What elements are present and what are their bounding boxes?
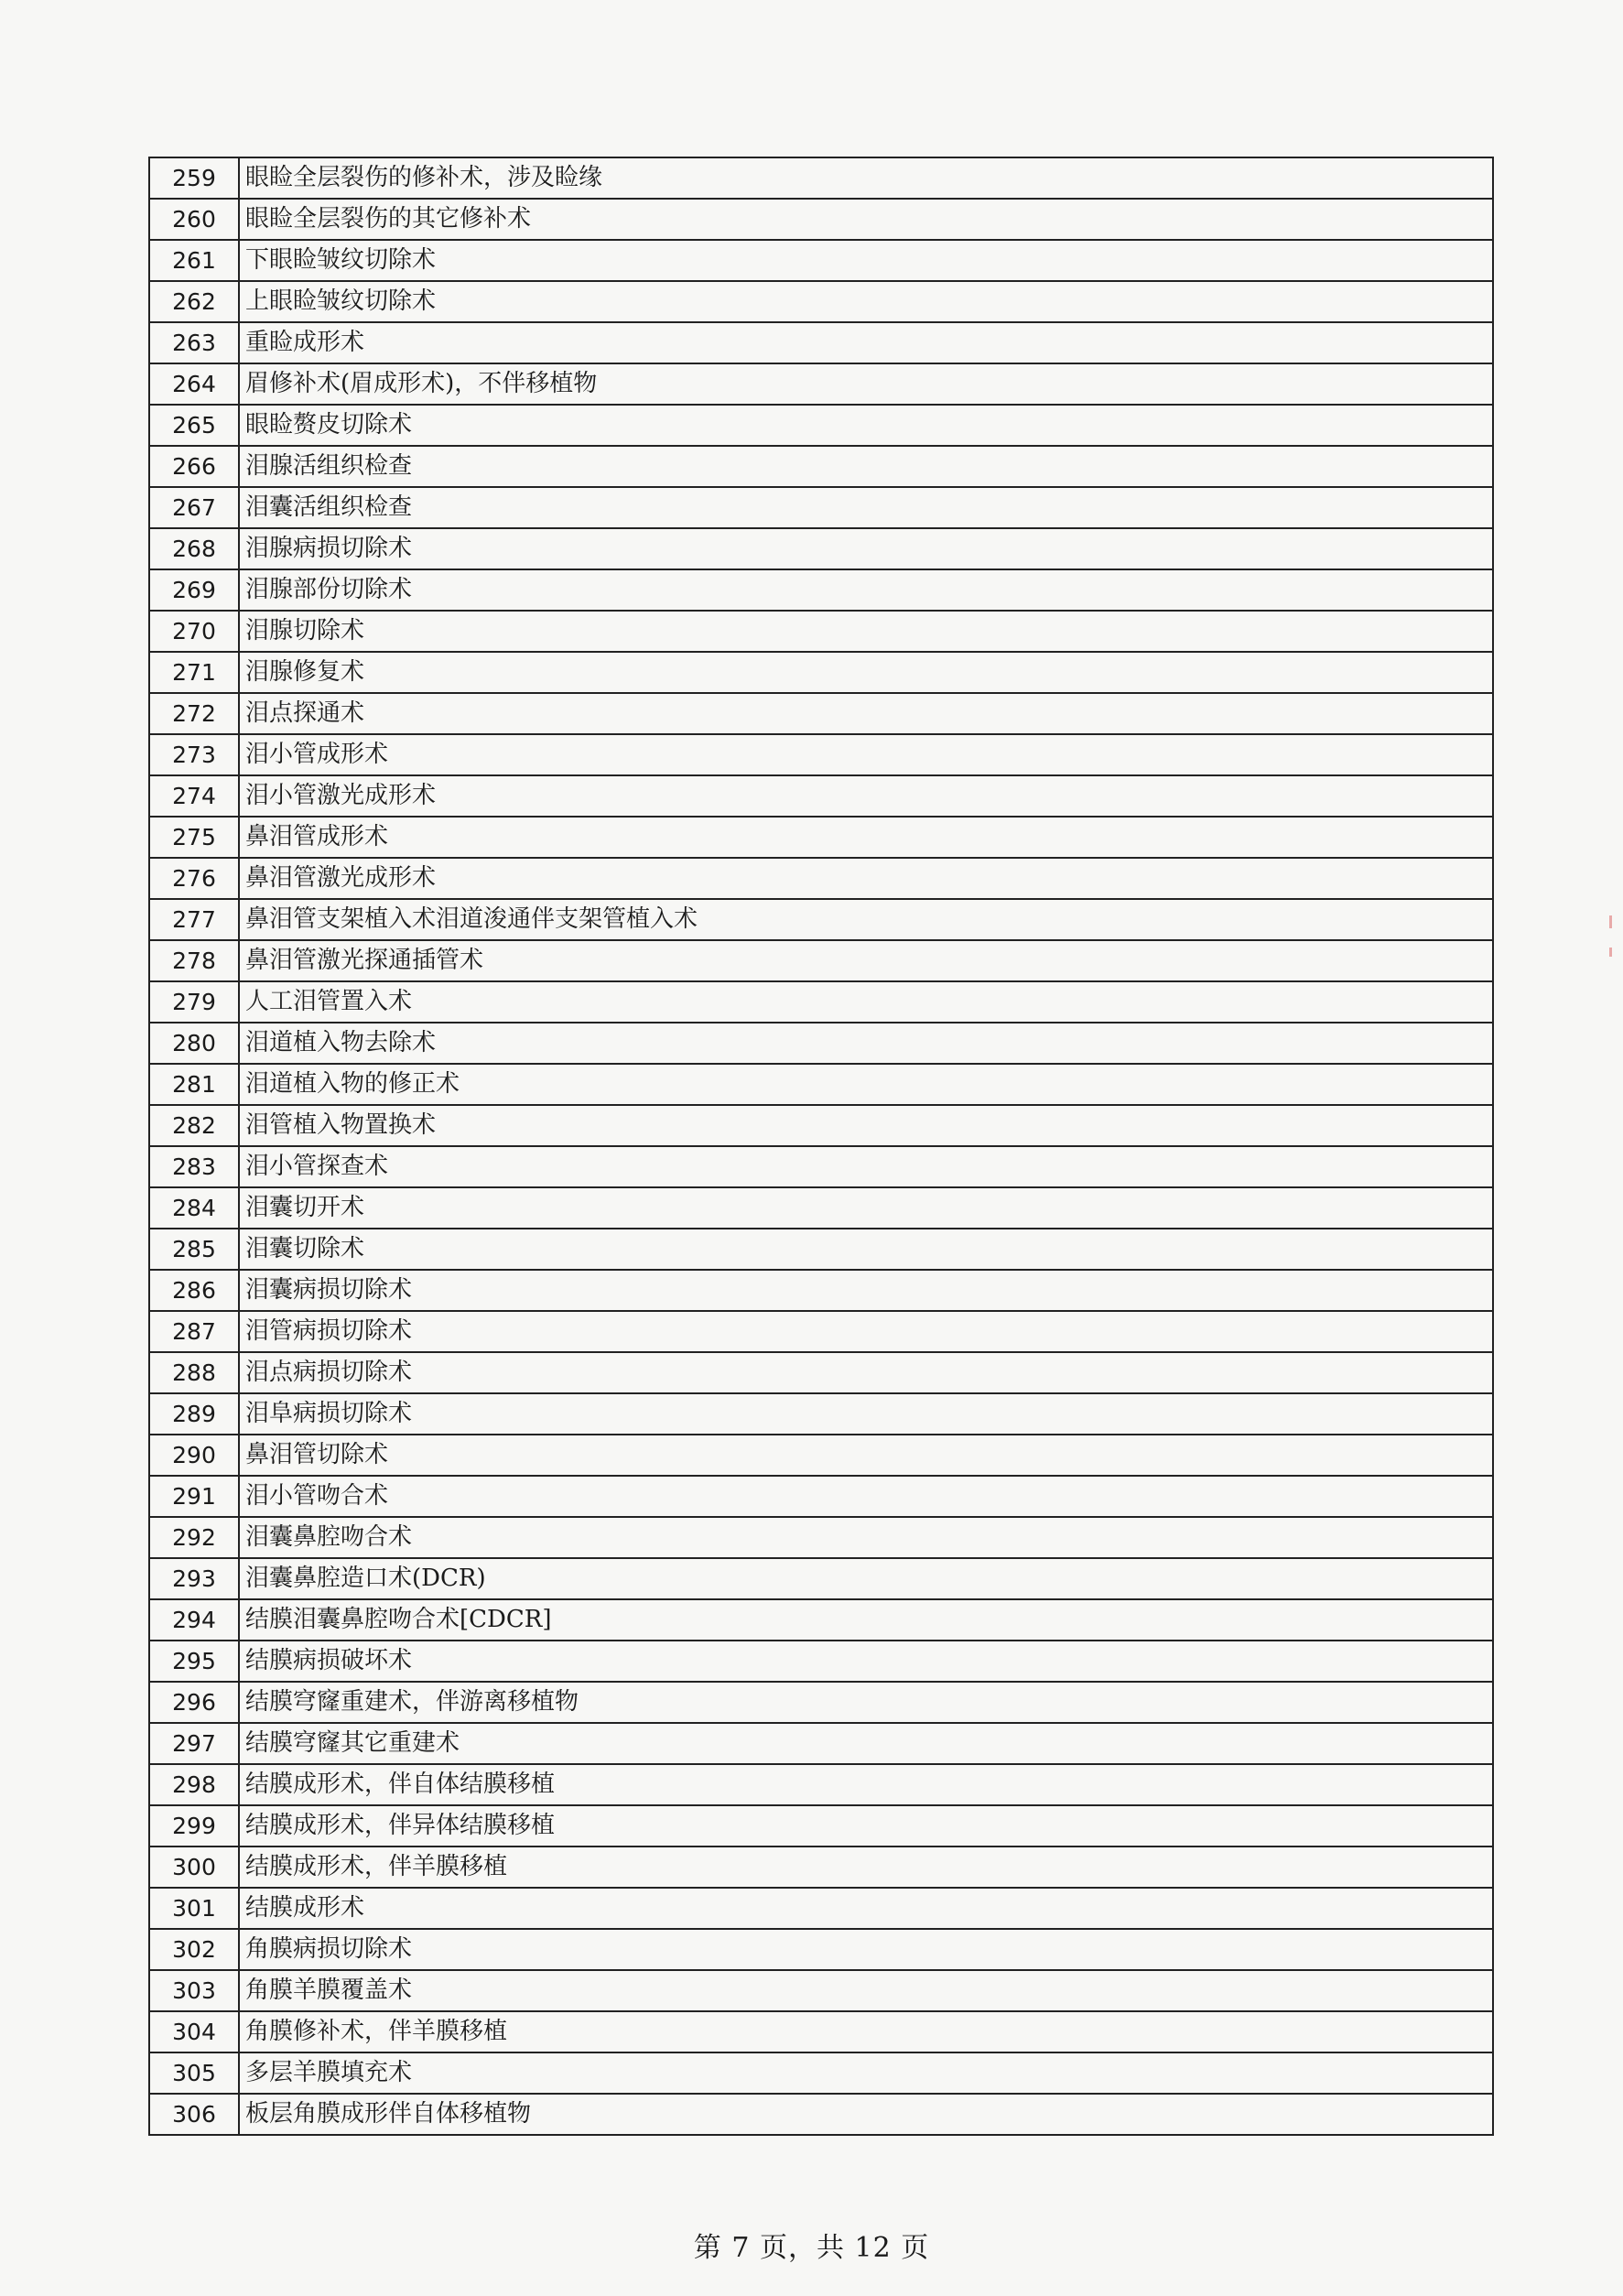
- row-number: 273: [149, 734, 239, 775]
- procedure-name: 结膜穹窿重建术，伴游离移植物: [239, 1682, 1493, 1723]
- table-row: [149, 1641, 1493, 1682]
- procedure-name: 结膜成形术，伴羊膜移植: [239, 1847, 1493, 1888]
- row-number: 274: [149, 775, 239, 817]
- row-number: 280: [149, 1023, 239, 1064]
- row-number: 276: [149, 858, 239, 899]
- table-row: [149, 1023, 1493, 1064]
- table-row: [149, 775, 1493, 817]
- row-number: 272: [149, 693, 239, 734]
- table-row: [149, 1558, 1493, 1599]
- row-number: 275: [149, 817, 239, 858]
- procedure-name: 眼睑全层裂伤的其它修补术: [239, 199, 1493, 240]
- procedure-name: 泪小管探查术: [239, 1146, 1493, 1187]
- table-row: [149, 281, 1493, 322]
- procedure-name: 泪点探通术: [239, 693, 1493, 734]
- table-row: [149, 1723, 1493, 1764]
- procedure-name: 眼睑赘皮切除术: [239, 405, 1493, 446]
- procedure-name: 上眼睑皱纹切除术: [239, 281, 1493, 322]
- row-number: 269: [149, 569, 239, 611]
- table-row: [149, 1229, 1493, 1270]
- procedure-name: 泪囊鼻腔吻合术: [239, 1517, 1493, 1558]
- table-row: [149, 611, 1493, 652]
- procedure-name: 板层角膜成形伴自体移植物: [239, 2094, 1493, 2135]
- procedure-name: 重睑成形术: [239, 322, 1493, 363]
- table-row: [149, 1270, 1493, 1311]
- row-number: 303: [149, 1970, 239, 2011]
- procedure-name: 鼻泪管激光探通插管术: [239, 940, 1493, 981]
- procedure-name: 角膜病损切除术: [239, 1929, 1493, 1970]
- row-number: 290: [149, 1435, 239, 1476]
- row-number: 294: [149, 1599, 239, 1641]
- procedure-name: 眉修补术(眉成形术)，不伴移植物: [239, 363, 1493, 405]
- table-row: [149, 1599, 1493, 1641]
- procedure-name: 泪阜病损切除术: [239, 1393, 1493, 1435]
- row-number: 299: [149, 1805, 239, 1847]
- table-row: [149, 940, 1493, 981]
- table-row: [149, 1847, 1493, 1888]
- row-number: 284: [149, 1187, 239, 1229]
- table-row: [149, 1929, 1493, 1970]
- row-number: 281: [149, 1064, 239, 1105]
- procedure-name: 泪点病损切除术: [239, 1352, 1493, 1393]
- procedure-name: 泪管植入物置换术: [239, 1105, 1493, 1146]
- table-row: [149, 1476, 1493, 1517]
- row-number: 288: [149, 1352, 239, 1393]
- row-number: 297: [149, 1723, 239, 1764]
- table-row: [149, 652, 1493, 693]
- row-number: 286: [149, 1270, 239, 1311]
- table-row: [149, 199, 1493, 240]
- row-number: 301: [149, 1888, 239, 1929]
- row-number: 282: [149, 1105, 239, 1146]
- procedure-name: 泪管病损切除术: [239, 1311, 1493, 1352]
- row-number: 277: [149, 899, 239, 940]
- procedure-name: 结膜成形术，伴自体结膜移植: [239, 1764, 1493, 1805]
- procedure-name: 泪腺活组织检查: [239, 446, 1493, 487]
- row-number: 279: [149, 981, 239, 1023]
- table-row: [149, 1187, 1493, 1229]
- procedure-name: 泪腺病损切除术: [239, 528, 1493, 569]
- edge-stamp-mark: [1609, 948, 1612, 957]
- table-row: [149, 899, 1493, 940]
- table-row: [149, 528, 1493, 569]
- row-number: 283: [149, 1146, 239, 1187]
- procedure-name: 下眼睑皱纹切除术: [239, 240, 1493, 281]
- row-number: 263: [149, 322, 239, 363]
- table-row: [149, 446, 1493, 487]
- procedure-name: 角膜羊膜覆盖术: [239, 1970, 1493, 2011]
- procedure-name: 泪道植入物去除术: [239, 1023, 1493, 1064]
- table-row: [149, 405, 1493, 446]
- row-number: 292: [149, 1517, 239, 1558]
- row-number: 260: [149, 199, 239, 240]
- table-row: [149, 1970, 1493, 2011]
- page-footer: 第 7 页，共 12 页: [693, 2232, 930, 2264]
- row-number: 306: [149, 2094, 239, 2135]
- procedure-table-body: [149, 157, 1493, 2135]
- table-row: [149, 734, 1493, 775]
- procedure-name: 人工泪管置入术: [239, 981, 1493, 1023]
- table-row: [149, 363, 1493, 405]
- row-number: 265: [149, 405, 239, 446]
- table-row: [149, 157, 1493, 199]
- table-row: [149, 2052, 1493, 2094]
- row-number: 278: [149, 940, 239, 981]
- procedure-name: 泪小管吻合术: [239, 1476, 1493, 1517]
- table-row: [149, 2094, 1493, 2135]
- row-number: 259: [149, 157, 239, 199]
- procedure-name: 鼻泪管切除术: [239, 1435, 1493, 1476]
- table-row: [149, 2011, 1493, 2052]
- row-number: 270: [149, 611, 239, 652]
- table-row: [149, 1105, 1493, 1146]
- row-number: 296: [149, 1682, 239, 1723]
- procedure-name: 角膜修补术，伴羊膜移植: [239, 2011, 1493, 2052]
- row-number: 268: [149, 528, 239, 569]
- row-number: 293: [149, 1558, 239, 1599]
- procedure-name: 泪囊切除术: [239, 1229, 1493, 1270]
- row-number: 261: [149, 240, 239, 281]
- table-row: [149, 817, 1493, 858]
- table-row: [149, 1146, 1493, 1187]
- row-number: 302: [149, 1929, 239, 1970]
- procedure-name: 结膜穹窿其它重建术: [239, 1723, 1493, 1764]
- row-number: 300: [149, 1847, 239, 1888]
- edge-stamp-mark: [1609, 915, 1612, 928]
- table-row: [149, 1393, 1493, 1435]
- procedure-name: 泪囊病损切除术: [239, 1270, 1493, 1311]
- row-number: 271: [149, 652, 239, 693]
- procedure-name: 眼睑全层裂伤的修补术，涉及睑缘: [239, 157, 1493, 199]
- row-number: 305: [149, 2052, 239, 2094]
- procedure-name: 泪囊活组织检查: [239, 487, 1493, 528]
- table-row: [149, 981, 1493, 1023]
- procedure-name: 鼻泪管激光成形术: [239, 858, 1493, 899]
- procedure-name: 多层羊膜填充术: [239, 2052, 1493, 2094]
- table-row: [149, 1682, 1493, 1723]
- table-row: [149, 1888, 1493, 1929]
- procedure-name: 结膜泪囊鼻腔吻合术[CDCR]: [239, 1599, 1493, 1641]
- row-number: 262: [149, 281, 239, 322]
- procedure-name: 结膜成形术，伴异体结膜移植: [239, 1805, 1493, 1847]
- table-row: [149, 240, 1493, 281]
- table-row: [149, 487, 1493, 528]
- procedure-name: 鼻泪管成形术: [239, 817, 1493, 858]
- procedure-name: 鼻泪管支架植入术泪道浚通伴支架管植入术: [239, 899, 1493, 940]
- table-row: [149, 1064, 1493, 1105]
- row-number: 291: [149, 1476, 239, 1517]
- row-number: 295: [149, 1641, 239, 1682]
- row-number: 298: [149, 1764, 239, 1805]
- procedure-name: 泪腺部份切除术: [239, 569, 1493, 611]
- row-number: 304: [149, 2011, 239, 2052]
- table-row: [149, 1517, 1493, 1558]
- row-number: 266: [149, 446, 239, 487]
- procedure-name: 泪囊鼻腔造口术(DCR): [239, 1558, 1493, 1599]
- table-row: [149, 322, 1493, 363]
- procedure-name: 结膜病损破坏术: [239, 1641, 1493, 1682]
- row-number: 285: [149, 1229, 239, 1270]
- row-number: 287: [149, 1311, 239, 1352]
- table-row: [149, 1311, 1493, 1352]
- row-number: 267: [149, 487, 239, 528]
- procedure-name: 泪小管激光成形术: [239, 775, 1493, 817]
- procedure-table: [148, 157, 1494, 2136]
- procedure-name: 泪囊切开术: [239, 1187, 1493, 1229]
- row-number: 264: [149, 363, 239, 405]
- table-row: [149, 569, 1493, 611]
- row-number: 289: [149, 1393, 239, 1435]
- table-row: [149, 858, 1493, 899]
- procedure-name: 泪腺修复术: [239, 652, 1493, 693]
- procedure-name: 结膜成形术: [239, 1888, 1493, 1929]
- table-row: [149, 1352, 1493, 1393]
- table-row: [149, 693, 1493, 734]
- procedure-name: 泪腺切除术: [239, 611, 1493, 652]
- table-row: [149, 1805, 1493, 1847]
- procedure-name: 泪道植入物的修正术: [239, 1064, 1493, 1105]
- procedure-name: 泪小管成形术: [239, 734, 1493, 775]
- table-row: [149, 1435, 1493, 1476]
- table-row: [149, 1764, 1493, 1805]
